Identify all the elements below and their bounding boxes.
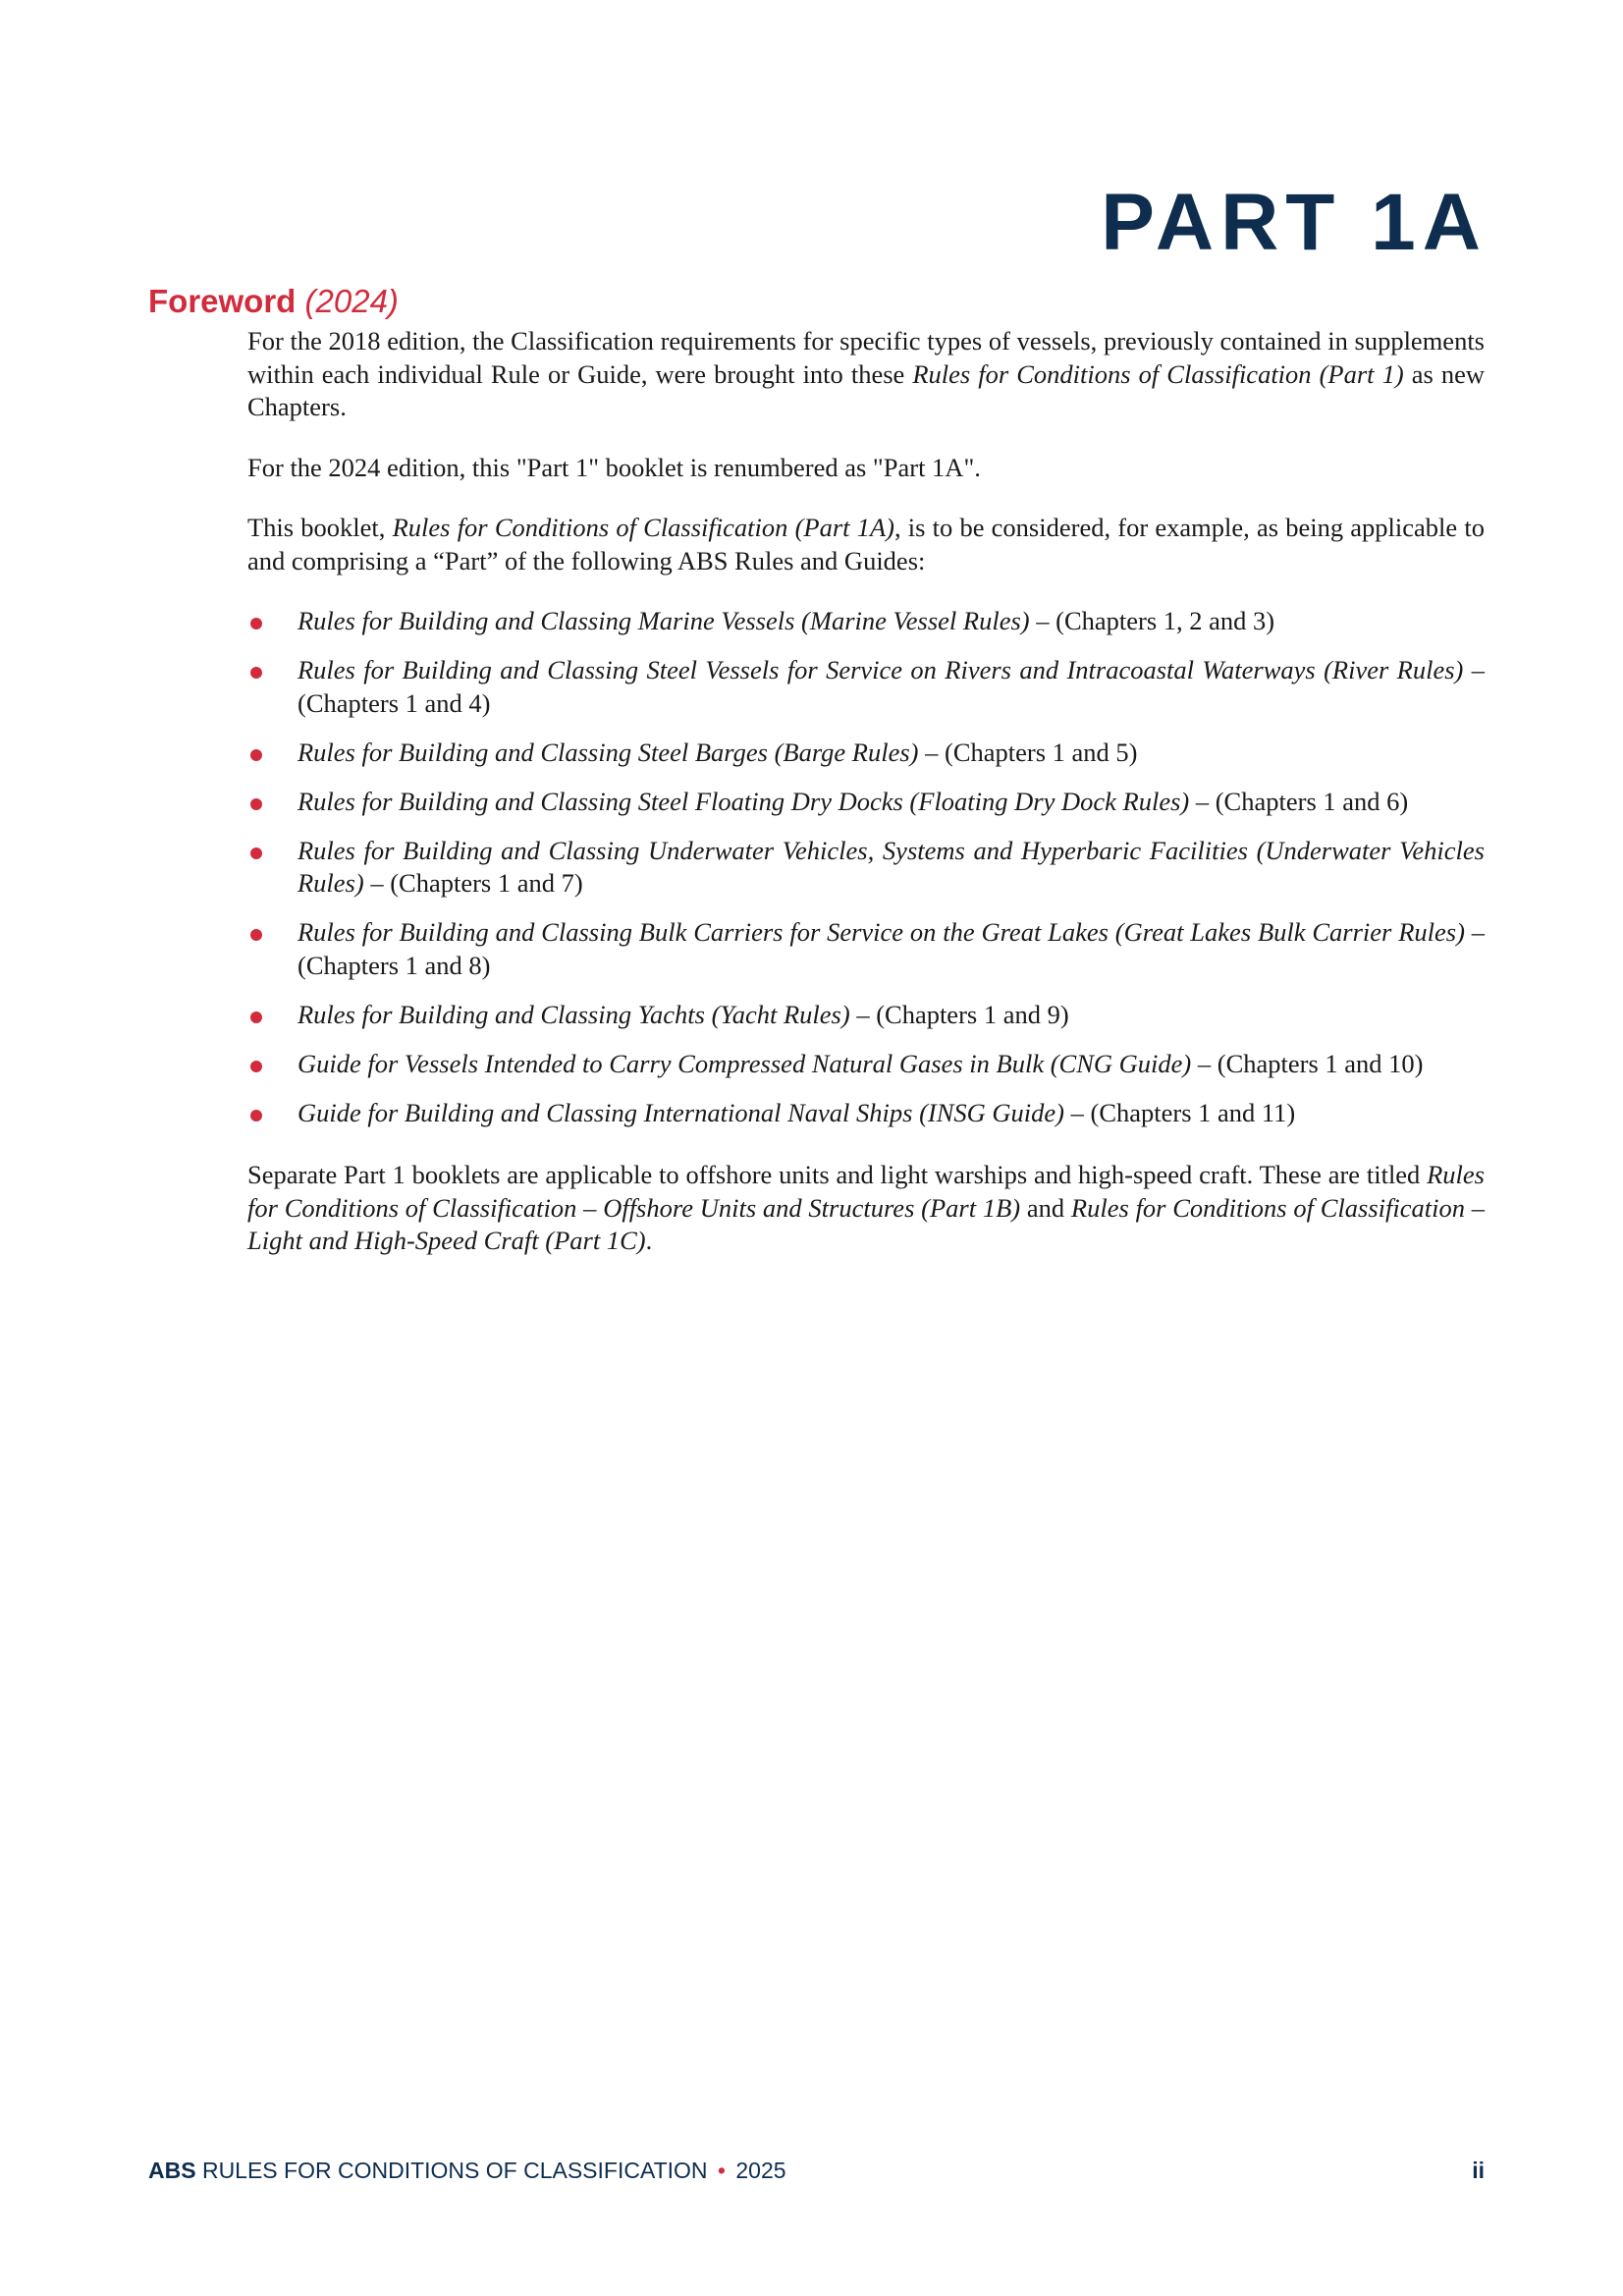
part-title: PART 1A: [1101, 178, 1488, 267]
list-item: [247, 916, 1485, 982]
bullet-dot-icon: [250, 1061, 262, 1072]
rule-title: Rules for Building and Classing Marine Vessels (Marine Vessel Rules): [298, 606, 1030, 635]
chapters-ref: – (Chapters 1 and 5): [918, 737, 1138, 767]
paragraph-separate-booklets: [247, 1159, 1485, 1258]
rule-title: Rules for Building and Classing Steel Floating Dry Docks (Floating Dry Dock Rules): [298, 786, 1190, 816]
bullet-dot-icon: [250, 1011, 262, 1023]
bullet-dot-icon: [250, 667, 262, 679]
paragraph-text: , is to be considered, for example, as being applicable to and comprising a “Part” of the following ABS Rules and Guides:: [247, 513, 1485, 575]
rules-list: [247, 605, 1485, 1129]
bullet-dot-icon: [250, 798, 262, 810]
rule-title: Guide for Vessels Intended to Carry Compressed Natural Gases in Bulk (CNG Guide): [298, 1048, 1192, 1078]
list-item: [247, 605, 1485, 638]
bullet-dot-icon: [250, 749, 262, 761]
list-item: [247, 1097, 1485, 1130]
bullet-dot-icon: [250, 618, 262, 629]
list-item: [247, 999, 1485, 1032]
chapters-ref: – (Chapters 1 and 10): [1191, 1048, 1424, 1078]
rule-title: Guide for Building and Classing International Naval Ships (INSG Guide): [298, 1097, 1064, 1127]
page-footer: [148, 2158, 1485, 2185]
footer-title: RULES FOR CONDITIONS OF CLASSIFICATION: [201, 2158, 708, 2183]
bullet-dot-icon: [250, 1110, 262, 1121]
list-item: [247, 737, 1485, 770]
foreword-heading-word: Foreword: [148, 283, 297, 319]
rule-title: Rules for Building and Classing Yachts (Yacht Rules): [298, 999, 850, 1029]
list-item: [247, 786, 1485, 819]
rule-title: Rules for Building and Classing Underwater Vehicles, Systems and Hyperbaric Facilities (Underwater Vehicles Rules): [298, 835, 1485, 898]
rule-title: Rules for Building and Classing Steel Barges (Barge Rules): [298, 737, 919, 767]
chapters-ref: – (Chapters 1 and 4): [298, 655, 1486, 718]
rule-title: Rules for Conditions of Classification – Offshore Units and Structures (Part 1B): [247, 1160, 1485, 1223]
rule-title: Rules for Conditions of Classification (Part 1): [912, 358, 1404, 389]
foreword-heading-year: (2024): [304, 283, 399, 319]
paragraph-text: For the 2018 edition, the Classification requirements for specific types of vessels, previously contained in supplements within each individual Rule or Guide, were brought into these: [247, 326, 1485, 389]
paragraph-booklet-scope: [247, 512, 1485, 577]
paragraph-text: and: [1020, 1192, 1071, 1223]
paragraph-text: .: [645, 1226, 653, 1255]
page-number: ii: [1472, 2158, 1485, 2183]
chapters-ref: – (Chapters 1, 2 and 3): [1029, 606, 1275, 635]
rule-title: Rules for Conditions of Classification – Light and High-Speed Craft (Part 1C): [247, 1192, 1485, 1255]
chapters-ref: – (Chapters 1 and 11): [1064, 1097, 1296, 1127]
chapters-ref: – (Chapters 1 and 7): [363, 868, 583, 898]
list-item: [247, 654, 1485, 720]
list-item: [247, 835, 1485, 901]
footer-brand: ABS: [148, 2158, 196, 2183]
bullet-dot-icon: [250, 847, 262, 859]
chapters-ref: – (Chapters 1 and 6): [1189, 786, 1409, 816]
chapters-ref: – (Chapters 1 and 8): [298, 917, 1485, 980]
paragraph-2024-edition: For the 2024 edition, this "Part 1" booklet is renumbered as "Part 1A".: [247, 452, 981, 482]
paragraph-text: as new Chapters.: [247, 358, 1485, 421]
rule-title: Rules for Building and Classing Steel Vessels for Service on Rivers and Intracoastal Waterways (River Rules): [298, 655, 1464, 684]
rule-title: Rules for Conditions of Classification (Part 1A): [392, 513, 894, 542]
rule-title: Rules for Building and Classing Bulk Carriers for Service on the Great Lakes (Great Lakes Bulk Carrier Rules): [298, 917, 1465, 947]
chapters-ref: – (Chapters 1 and 9): [849, 999, 1069, 1029]
foreword-body: [247, 325, 1485, 1285]
footer-document-title: [148, 2158, 786, 2183]
foreword-heading: [148, 283, 399, 320]
footer-separator: •: [717, 2158, 726, 2183]
list-item: [247, 1048, 1485, 1081]
bullet-dot-icon: [250, 929, 262, 941]
footer-year: 2025: [735, 2158, 786, 2183]
paragraph-text: This booklet,: [247, 513, 393, 542]
paragraph-2018-edition: [247, 325, 1485, 424]
paragraph-text: Separate Part 1 booklets are applicable to offshore units and light warships and high-speed craft. These are titled: [247, 1160, 1428, 1189]
